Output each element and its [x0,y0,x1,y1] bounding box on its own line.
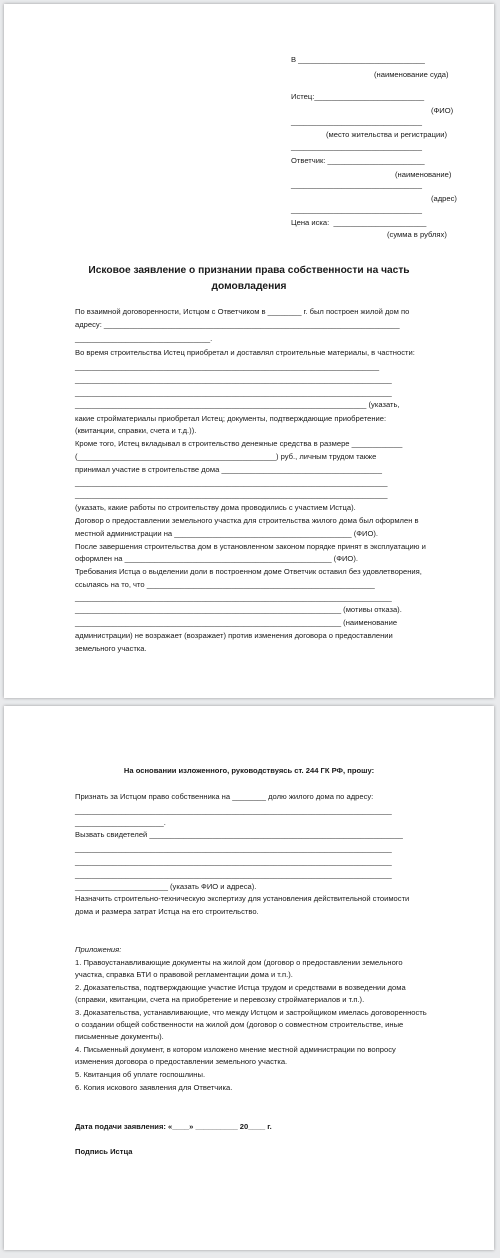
body-line: местной администрации на __________________________________________ (ФИО). [75,529,379,538]
body-line: _______________________________________________________________ (наименование [75,618,398,627]
body-line: Договор о предоставлении земельного участка для строительства жилого дома был оформлен в [75,516,419,525]
body-line: После завершения строительства дом в установленном законом порядке принят в эксплуатацию и [75,542,426,551]
court-line: В ______________________________ [291,55,425,64]
body-line: дома и размера затрат Истца на его строительство. [75,907,259,916]
appendix-line: изменения договора о предоставлении земельного участка. [75,1057,288,1066]
document-title-line-2: домовладения [211,281,287,292]
court-caption: (наименование суда) [374,70,449,79]
appendix-title: Приложения: [75,945,122,954]
body-line: ______________________ (указать ФИО и адреса). [75,882,257,891]
body-line: _____________________________________________________________________ (указать, [75,400,400,409]
body-line: ________________________________. [75,334,213,343]
body-line: ___________________________________________________________________________ [75,593,392,602]
body-line: оформлен на _________________________________________________ (ФИО). [75,554,358,563]
blank-line: _______________________________ [291,205,422,214]
request-heading: На основании изложенного, руководствуясь ст. 244 ГК РФ, прошу: [123,766,375,775]
body-line: какие стройматериалы приобретал Истец; документы, подтверждающие приобретение: [75,414,387,423]
body-line: ссылаясь на то, что ______________________________________________________ [75,580,375,589]
appendix-line: 1. Правоустанавливающие документы на жилой дом (договор о предоставлении земельного [75,958,403,967]
plaintiff-fio-caption: (ФИО) [431,106,454,115]
blank-line: _______________________________ [291,180,422,189]
appendix-line: 4. Письменный документ, в котором изложено мнение местной администрации по вопросу [75,1045,396,1054]
plaintiff-address-line: _______________________________ [291,117,422,126]
body-line: __________________________________________________________________________ [75,478,388,487]
filing-date-line: Дата подачи заявления: «____» __________ 20____ г. [75,1122,272,1131]
body-line: принимал участие в строительстве дома ______________________________________ [75,465,382,474]
body-line: (квитанции, справки, счета и т.д.)). [75,426,197,435]
appendix-line: письменные документы). [75,1032,164,1041]
blank-line: _______________________________ [291,142,422,151]
body-line: ________________________________________________________________________ [75,362,380,371]
claim-price-line: Цена иска: ______________________ [291,218,427,227]
sum-caption: (сумма в рублях) [387,230,447,239]
body-line: _______________________________________________________________ (мотивы отказа). [75,605,402,614]
body-line: ___________________________________________________________________________ [75,870,392,879]
body-line: ___________________________________________________________________________ [75,806,392,815]
appendix-line: участка, справка БТИ о правовой регламентации дома и т.п.). [75,970,293,979]
body-line: Требования Истца о выделении доли в построенном доме Ответчик оставил без удовлетворения, [75,567,422,576]
body-line: адресу: ______________________________________________________________________ [75,320,400,329]
body-line: _____________________. [75,818,166,827]
appendix-line: 6. Копия искового заявления для Ответчика. [75,1083,233,1092]
body-line: ___________________________________________________________________________ [75,844,392,853]
document-page-2 [4,706,494,1250]
appendix-line: (справки, квитанции, счета на приобретение и перевозку стройматериалов и т.п.). [75,995,365,1004]
body-line: (_______________________________________________) руб., личным трудом также [75,452,377,461]
appendix-line: 3. Доказательства, устанавливающие, что между Истцом и застройщиком имелась договоренность [75,1008,427,1017]
appendix-line: 2. Доказательства, подтверждающие участие Истца трудом и средствами в возведении дома [75,983,406,992]
address-caption: (адрес) [431,194,457,203]
body-line: администрации) не возражает (возражает) против изменения договора о предоставлении [75,631,393,640]
plaintiff-line: Истец:__________________________ [291,92,425,101]
defendant-name-caption: (наименование) [395,170,452,179]
body-line: Вызвать свидетелей ____________________________________________________________ [75,830,403,839]
body-line: земельного участка. [75,644,147,653]
defendant-line: Ответчик: _______________________ [291,156,425,165]
body-line: Признать за Истцом право собственника на ________ долю жилого дома по адресу: [75,792,374,801]
residence-caption: (место жительства и регистрации) [326,130,448,139]
body-line: Назначить строительно-техническую экспертизу для установления действительной стоимости [75,894,410,903]
body-line: По взаимной договоренности, Истцом с Ответчиком в ________ г. был построен жилой дом по [75,307,410,316]
body-line: Кроме того, Истец вкладывал в строительство денежные средства в размере ____________ [75,439,403,448]
body-line: ___________________________________________________________________________ [75,388,392,397]
appendix-line: 5. Квитанция об уплате госпошлины. [75,1070,206,1079]
body-line: __________________________________________________________________________ [75,490,388,499]
body-line: ___________________________________________________________________________ [75,857,392,866]
document-title: Исковое заявление о признании права собственности на часть [88,265,410,276]
appendix-line: о создании общей собственности на жилой дом (договор о совместном строительстве, иные [75,1020,404,1029]
plaintiff-signature-line: Подпись Истца [75,1147,133,1156]
body-line: ___________________________________________________________________________ [75,375,392,384]
body-line: (указать, какие работы по строительству дома проводились с участием Истца). [75,503,356,512]
body-line: Во время строительства Истец приобретал и доставлял строительные материалы, в частности: [75,348,415,357]
document-page-1 [4,4,494,698]
